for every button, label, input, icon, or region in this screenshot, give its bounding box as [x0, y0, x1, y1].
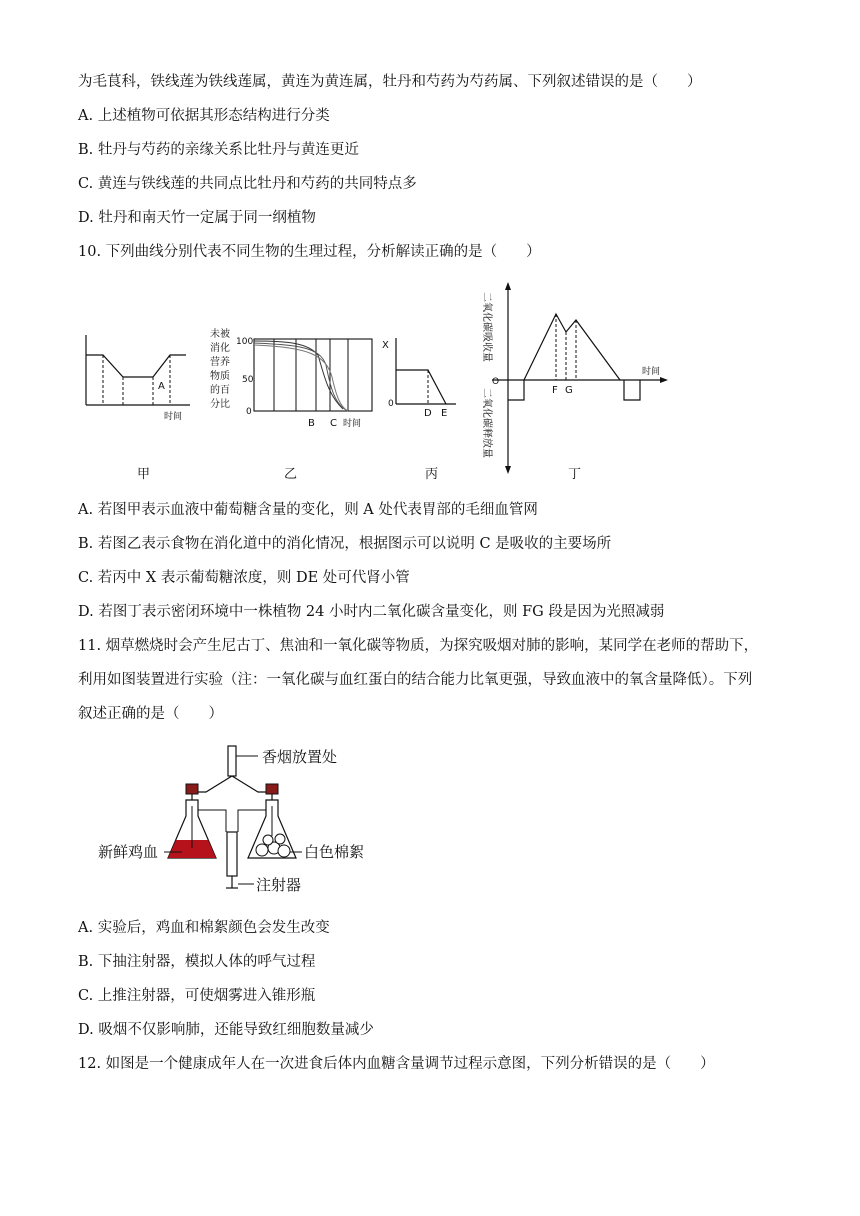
- fig-bing-ylabel: X: [382, 340, 389, 351]
- smoking-apparatus-figure: [96, 740, 376, 900]
- fig-bing-caption: 丙: [425, 467, 439, 482]
- q9-option-c[interactable]: C. 黄连与铁线莲的共同点比牡丹和芍药的共同特点多: [78, 176, 417, 192]
- fig-ding-point-g: G: [565, 385, 573, 396]
- fig-ding-xlabel: 时间: [642, 367, 661, 377]
- q12-stem: 12. 如图是一个健康成年人在一次进食后体内血糖含量调节过程示意图，下列分析错误的是（ ）: [78, 1056, 715, 1072]
- q9-option-d[interactable]: D. 牡丹和南天竹一定属于同一纲植物: [78, 210, 316, 226]
- fig-bing-point-e: E: [441, 408, 448, 419]
- fig-ding-origin: O: [492, 377, 500, 387]
- q11-stem-line3: 叙述正确的是（ ）: [78, 706, 223, 722]
- fig-bing-point-d: D: [424, 408, 432, 419]
- label-white-cotton: 白色棉絮: [304, 843, 365, 861]
- fig-ding-point-f: F: [552, 385, 558, 396]
- q11-option-c[interactable]: C. 上推注射器，可使烟雾进入锥形瓶: [78, 988, 316, 1004]
- fig-yi-ylabel-5: 的百: [210, 385, 230, 396]
- fig-yi-ytick-0: 0: [246, 407, 252, 417]
- fig-yi-xlabel: 时间: [343, 419, 362, 429]
- fig-ding-caption: 丁: [568, 467, 582, 482]
- figure-jia: [78, 335, 198, 425]
- fig-yi-point-c: C: [330, 418, 337, 429]
- fig-yi-ytick-50: 50: [242, 375, 254, 385]
- fig-yi-point-b: B: [308, 418, 315, 429]
- label-fresh-chicken-blood: 新鲜鸡血: [98, 843, 159, 861]
- figure-bing: [380, 330, 460, 430]
- fig-yi-ylabel-4: 物质: [210, 371, 230, 382]
- fig-jia-point-a: A: [158, 381, 165, 392]
- fig-yi-ylabel-1: 未被: [210, 329, 230, 340]
- fig-ding-ylabel-top: 二氧化碳吸收量: [481, 292, 492, 362]
- fig-jia-xlabel: 时间: [164, 412, 183, 422]
- fig-yi-ytick-100: 100: [236, 337, 254, 347]
- q11-stem-line1: 11. 烟草燃烧时会产生尼古丁、焦油和一氧化碳等物质，为探究吸烟对肺的影响，某同学在老师的帮助下，: [78, 638, 759, 654]
- q10-option-a[interactable]: A. 若图甲表示血液中葡萄糖含量的变化，则 A 处代表胃部的毛细血管网: [78, 502, 538, 518]
- q11-option-b[interactable]: B. 下抽注射器，模拟人体的呼气过程: [78, 954, 316, 970]
- q9-option-b[interactable]: B. 牡丹与芍药的亲缘关系比牡丹与黄连更近: [78, 142, 359, 158]
- fig-bing-origin: 0: [388, 399, 394, 409]
- q10-stem: 10. 下列曲线分别代表不同生物的生理过程，分析解读正确的是（ ）: [78, 244, 541, 260]
- q9-stem-tail: 为毛茛科，铁线莲为铁线莲属，黄连为黄连属，牡丹和芍药为芍药属、下列叙述错误的是（ ）: [78, 74, 702, 90]
- label-syringe: 注射器: [256, 876, 302, 894]
- q10-option-c[interactable]: C. 若丙中 X 表示葡萄糖浓度，则 DE 处可代肾小管: [78, 570, 410, 586]
- fig-yi-ylabel-2: 消化: [210, 343, 230, 354]
- figure-ding: [478, 282, 678, 474]
- fig-jia-caption: 甲: [137, 467, 151, 482]
- q11-option-d[interactable]: D. 吸烟不仅影响肺，还能导致红细胞数量减少: [78, 1022, 374, 1038]
- fig-yi-ylabel-3: 营养: [210, 357, 230, 368]
- label-cigarette-position: 香烟放置处: [262, 748, 338, 766]
- fig-yi-ylabel-6: 分比: [210, 399, 230, 410]
- fig-ding-ylabel-bottom: 二氧化碳释放量: [481, 388, 492, 458]
- figure-yi: [208, 325, 378, 435]
- fig-yi-caption: 乙: [284, 467, 298, 482]
- q10-option-d[interactable]: D. 若图丁表示密闭环境中一株植物 24 小时内二氧化碳含量变化，则 FG 段是因为光照减弱: [78, 604, 665, 620]
- q11-option-a[interactable]: A. 实验后，鸡血和棉絮颜色会发生改变: [78, 920, 330, 936]
- q9-option-a[interactable]: A. 上述植物可依据其形态结构进行分类: [78, 108, 330, 124]
- q11-stem-line2: 利用如图装置进行实验（注：一氧化碳与血红蛋白的结合能力比氧更强，导致血液中的氧含量降低）。下列: [78, 672, 753, 688]
- q10-option-b[interactable]: B. 若图乙表示食物在消化道中的消化情况，根据图示可以说明 C 是吸收的主要场所: [78, 536, 612, 552]
